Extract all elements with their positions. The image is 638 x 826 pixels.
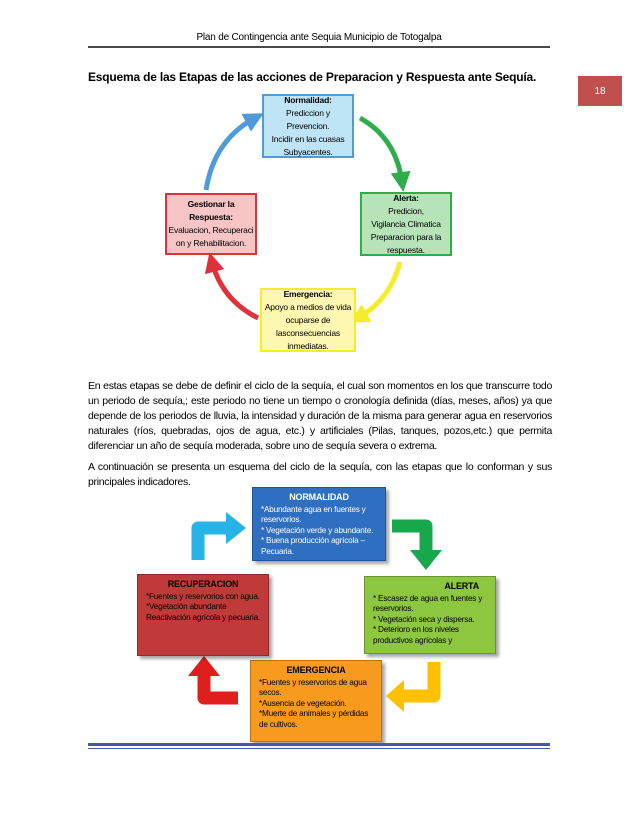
arrow-cyan [198,528,228,560]
cycle1-emergencia-line: inmediatas. [287,340,329,351]
cycle2-normalidad-title: NORMALIDAD [289,492,349,502]
cycle1-alerta-line: Vigilancia Climatica [371,218,441,229]
cycle1-normalidad-line: Subyacentes. [283,146,333,157]
cycle1-alerta-box [360,192,452,256]
body-paragraph: A continuación se presenta un esquema del ciclo de la sequía, con las etapas que lo conforman y sus principales indicadores. [88,461,552,488]
cycle1-normalidad-title: Normalidad: [284,94,332,105]
page-number-badge: 18 [578,76,622,106]
cycle1-emergencia-box [260,288,356,352]
arrow-yellow [402,662,434,696]
cycle1-gestionar-line: Evaluacion, Recuperaci [168,225,254,235]
cycle2-alerta-line: * Deterioro en los niveles productivos agrícolas y [373,625,459,645]
body-paragraph: En estas etapas se debe de definir el ciclo de la sequía, el cual son momentos en los que transcurre todo un periodo de sequía,; este periodo no tiene un tiempo o cronología definida (días, meses, años) ya que depende de los periodos de lluvia, la intensidad y duración de la misma para generar agua en reservorios naturales (ríos, quebradas, ojos de agua, etc.) y artificiales (Pilas, tanques, pozos,etc.) que permita diferenciar un año de sequía moderada, sobre uno de sequía severa o extrema. [88,380,552,452]
cycle2-normalidad-box [252,487,386,561]
cycle1-alerta-line: Predicion, [388,205,424,216]
cycle2-recuperacion-line: *Vegetación abundante [146,602,227,611]
cycle2-emergencia-box [250,660,382,742]
cycle1-normalidad-box [262,94,354,158]
cycle2-normalidad-line: * Buena producción agrícola – Pecuaria. [261,536,365,556]
cycle1-alerta-title: Alerta: [393,192,419,203]
section-title: Esquema de las Etapas de las acciones de Preparacion y Respuesta ante Sequía. [88,70,537,84]
cycle2-emergencia-line: *Muerte de animales y pérdidas de cultivos. [259,709,369,729]
cycle1-gestionar-title: Gestionar la [187,199,235,209]
arrow-yellow [358,262,400,318]
cycle1-normalidad-line: Prediccion y [286,107,330,118]
cycle2-normalidad-line: * Vegetación verde y abundante. [261,525,374,535]
cycle2-recuperacion-box [137,574,269,656]
arrow-red [204,674,238,698]
arrow-blue [206,118,255,190]
cycle2-normalidad-line: *Abundante agua en fuentes y reservorios. [261,504,366,524]
cycle1-normalidad-line: Prevencion. [286,120,330,131]
cycle2-emergencia-line: *Fuentes y reservorios de agua secos. [259,677,367,697]
footer-rule-thin [88,748,550,749]
cycle1-gestionar-line: on y Rehabilitacion. [175,238,247,248]
cycle1-normalidad-line: Incidir en las cuasas [271,133,345,144]
footer-rule-thick [88,743,550,746]
cycle2-recuperacion-line: Reactivación agrícola y pecuaria. [146,612,261,622]
cycle2-recuperacion-line: *Fuentes y reservorios con agua. [146,591,260,601]
cycle1-emergencia-line: Apoyo a medios de vida [264,301,352,312]
cycle2-alerta-box [364,576,496,654]
arrow-green [392,526,426,552]
page-header-title: Plan de Contingencia ante Sequia Municipio de Totogalpa [196,32,442,43]
cycle1-alerta-line: respuesta. [387,244,425,255]
cycle2-alerta-line: * Vegetación seca y dispersa. [373,614,475,624]
cycle1-emergencia-line: ocuparse de [285,314,331,325]
cycle2-recuperacion-title: RECUPERACION [167,579,239,589]
cycle1-gestionar-box [165,193,257,255]
cycle2-emergencia-title: EMERGENCIA [286,665,346,675]
cycle1-emergencia-line: lasconsecuencias [276,327,340,338]
arrow-green [360,118,402,182]
arrow-red [212,262,258,318]
cycle1-gestionar-title: Respuesta: [189,212,233,222]
cycle2-emergencia-line: *Ausencia de vegetación. [259,698,347,708]
cycle1-alerta-line: Preparacion para la [370,231,442,242]
cycle2-alerta-title: ALERTA [444,581,479,591]
cycle2-alerta-line: * Escasez de agua en fuentes y reservorios. [373,593,483,613]
cycle1-emergencia-title: Emergencia: [283,288,333,299]
